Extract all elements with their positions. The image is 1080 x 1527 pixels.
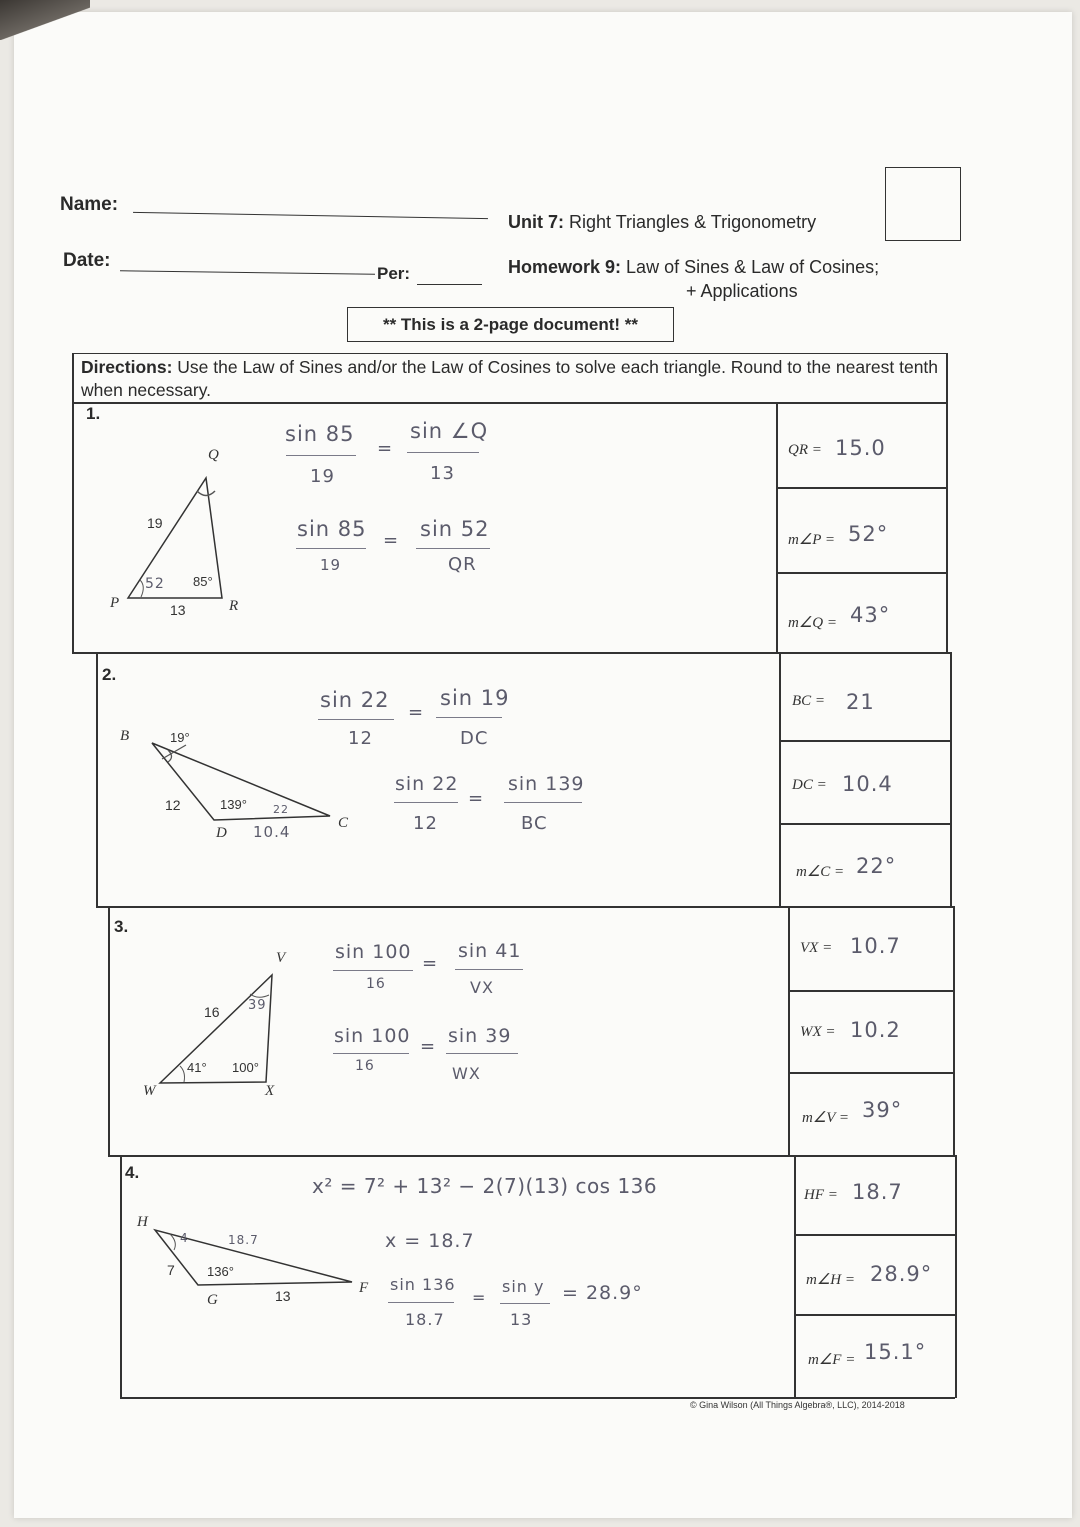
work-1-num-d: sin 52 xyxy=(420,517,490,541)
copyright-notice: © Gina Wilson (All Things Algebra®, LLC), 2014-2018 xyxy=(690,1400,905,1410)
work-3-num-d: sin 39 xyxy=(448,1025,512,1047)
unit-number: Unit 7: xyxy=(508,212,564,232)
side-wv: 16 xyxy=(204,1004,220,1020)
work-1-den-b: 13 xyxy=(430,463,455,484)
answer-value-angle-p[interactable]: 52° xyxy=(848,522,889,546)
answer-value-angle-v[interactable]: 39° xyxy=(862,1098,903,1122)
homework-number: Homework 9: xyxy=(508,257,622,277)
problem-3-number: 3. xyxy=(114,917,129,936)
equals-sign: = xyxy=(468,788,485,809)
vertex-d: D xyxy=(216,825,227,841)
work-3-den-c: 16 xyxy=(355,1058,375,1074)
vertex-p: P xyxy=(110,595,120,611)
vertex-b: B xyxy=(120,728,130,744)
answer-value-qr[interactable]: 15.0 xyxy=(835,436,886,460)
answer-label-angle-q: m∠Q = xyxy=(788,615,837,631)
answer-label-hf: HF = xyxy=(804,1187,838,1203)
answer-label-wx: WX = xyxy=(800,1024,836,1040)
vertex-v: V xyxy=(276,950,286,966)
side-bd: 12 xyxy=(165,797,181,813)
work-2-num-c: sin 22 xyxy=(395,773,459,795)
side-hf-handwritten: 18.7 xyxy=(228,1233,259,1247)
equals-sign: = xyxy=(422,953,439,974)
angle-g: 136° xyxy=(207,1264,234,1279)
directions-label: Directions: xyxy=(81,357,173,377)
equals-sign: = xyxy=(408,702,425,723)
answer-label-angle-c: m∠C = xyxy=(796,864,845,880)
work-4-x-result: x = 18.7 xyxy=(385,1230,475,1252)
work-3-num-c: sin 100 xyxy=(334,1025,411,1047)
answer-value-hf[interactable]: 18.7 xyxy=(852,1180,903,1204)
vertex-c: C xyxy=(338,815,349,831)
homework-subtitle: + Applications xyxy=(686,281,798,301)
work-1-num-b: sin ∠Q xyxy=(410,419,489,443)
angle-h-handwritten: 4 xyxy=(180,1231,189,1245)
work-3-den-b: VX xyxy=(470,978,494,997)
problem-2-number: 2. xyxy=(102,665,117,684)
side-dc-handwritten: 10.4 xyxy=(253,823,291,841)
work-1-den-a: 19 xyxy=(310,466,335,487)
equals-sign: = xyxy=(377,438,394,459)
vertex-r: R xyxy=(229,598,239,614)
work-2-num-a: sin 22 xyxy=(320,688,390,712)
answer-value-angle-f[interactable]: 15.1° xyxy=(864,1340,927,1364)
two-page-notice: ** This is a 2-page document! ** xyxy=(347,307,674,342)
work-3-num-b: sin 41 xyxy=(458,940,522,962)
work-2-num-d: sin 139 xyxy=(508,773,585,795)
work-2-den-a: 12 xyxy=(348,728,373,749)
vertex-f: F xyxy=(359,1280,369,1296)
answer-label-dc: DC = xyxy=(792,777,827,793)
work-4-den-a: 18.7 xyxy=(405,1310,445,1329)
date-label: Date: xyxy=(63,250,111,271)
equals-sign: = xyxy=(420,1036,437,1057)
vertex-q: Q xyxy=(208,447,219,463)
angle-d: 139° xyxy=(220,797,247,812)
problem-1-number: 1. xyxy=(86,404,101,423)
directions-text: Use the Law of Sines and/or the Law of Cosines to solve each triangle. Round to the nearest tenth when necessary. xyxy=(81,357,939,400)
answer-label-angle-v: m∠V = xyxy=(802,1110,850,1126)
answer-value-angle-h[interactable]: 28.9° xyxy=(870,1262,933,1286)
homework-name: Law of Sines & Law of Cosines; xyxy=(626,257,880,277)
work-4-num-b: sin y xyxy=(502,1277,545,1296)
angle-b: 19° xyxy=(170,730,190,745)
work-4-den-b: 13 xyxy=(510,1310,533,1329)
side-pq: 19 xyxy=(147,515,163,531)
work-1-den-d: QR xyxy=(448,554,477,575)
answer-value-vx[interactable]: 10.7 xyxy=(850,934,901,958)
work-2-den-b: DC xyxy=(460,728,489,749)
name-label: Name: xyxy=(60,194,119,215)
side-gf: 13 xyxy=(275,1288,291,1304)
equals-sign: = xyxy=(383,530,400,551)
answer-label-angle-f: m∠F = xyxy=(808,1352,856,1368)
frac-bar xyxy=(388,1302,454,1303)
angle-p-handwritten: 52 xyxy=(145,576,165,592)
answer-label-qr: QR = xyxy=(788,442,822,458)
period-label: Per: xyxy=(377,264,411,283)
side-pr: 13 xyxy=(170,602,186,618)
angle-c-handwritten: 22 xyxy=(273,803,289,816)
answer-value-angle-c[interactable]: 22° xyxy=(856,854,897,878)
angle-w: 41° xyxy=(187,1060,207,1075)
angle-x: 100° xyxy=(232,1060,259,1075)
work-3-den-a: 16 xyxy=(366,976,386,992)
answer-label-angle-p: m∠P = xyxy=(788,532,836,548)
angle-v-handwritten: 39 xyxy=(248,998,267,1013)
answer-label-angle-h: m∠H = xyxy=(806,1272,855,1288)
answer-label-bc: BC = xyxy=(792,693,826,709)
answer-value-dc[interactable]: 10.4 xyxy=(842,772,893,796)
frac-bar xyxy=(500,1303,550,1304)
work-3-num-a: sin 100 xyxy=(335,941,412,963)
unit-name: Right Triangles & Trigonometry xyxy=(569,212,817,232)
vertex-x: X xyxy=(265,1083,275,1099)
answer-value-angle-q[interactable]: 43° xyxy=(850,603,891,627)
angle-r: 85° xyxy=(193,574,213,589)
work-1-num-c: sin 85 xyxy=(297,517,367,541)
work-2-den-d: BC xyxy=(521,813,548,834)
work-2-num-b: sin 19 xyxy=(440,686,510,710)
equals-sign: = xyxy=(472,1288,487,1307)
vertex-w: W xyxy=(143,1083,156,1099)
work-4-result: = 28.9° xyxy=(562,1282,643,1304)
problem-4-number: 4. xyxy=(125,1163,140,1182)
work-1-den-c: 19 xyxy=(320,556,342,574)
answer-value-bc[interactable]: 21 xyxy=(846,690,875,714)
work-4-cosine-law: x² = 7² + 13² − 2(7)(13) cos 136 xyxy=(312,1174,658,1198)
answer-value-wx[interactable]: 10.2 xyxy=(850,1018,901,1042)
side-hg: 7 xyxy=(167,1262,175,1278)
work-2-den-c: 12 xyxy=(413,813,438,834)
vertex-g: G xyxy=(207,1292,218,1308)
answer-label-vx: VX = xyxy=(800,940,833,956)
work-4-num-a: sin 136 xyxy=(390,1275,456,1294)
work-3-den-d: WX xyxy=(452,1064,481,1083)
vertex-h: H xyxy=(137,1214,148,1230)
work-1-num-a: sin 85 xyxy=(285,422,355,446)
